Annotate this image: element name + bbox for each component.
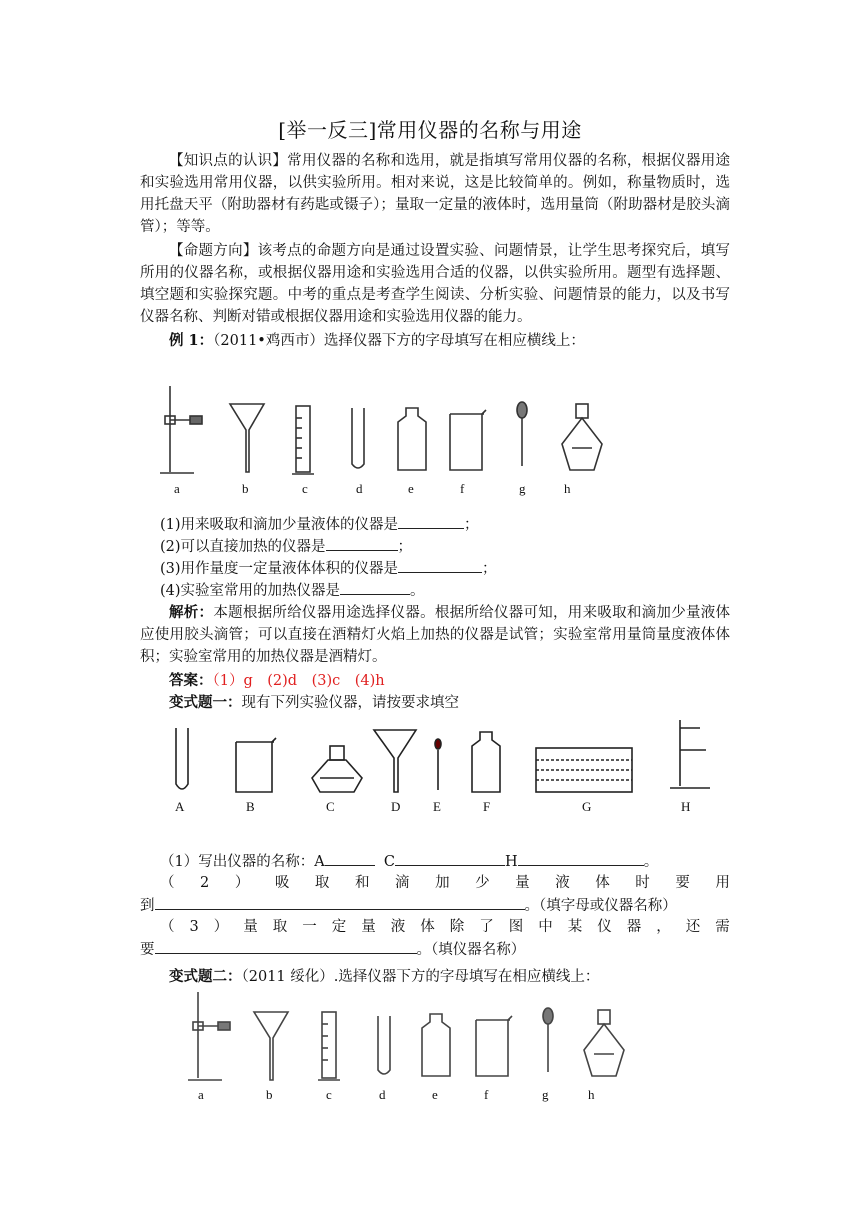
- example1-label: 例 1：: [169, 332, 214, 349]
- fig3-label-a: a: [198, 1087, 204, 1102]
- fig3-label-e: e: [432, 1087, 438, 1102]
- fig2-label-e: E: [433, 799, 441, 814]
- fig3-label-g: g: [542, 1087, 549, 1102]
- example1-question-1: (1)用来吸取和滴加少量液体的仪器是 ；: [160, 513, 479, 536]
- example1-text: （2011•鸡西市）选择仪器下方的字母填写在相应横线上：: [213, 333, 585, 349]
- fig1-label-f: f: [460, 481, 465, 496]
- answer-text: （1）g (2)d (3)c (4)h: [212, 673, 385, 689]
- fig2-label-h: H: [681, 799, 691, 814]
- iron-stand-drawing: [670, 720, 710, 788]
- fig2-label-f: F: [483, 799, 491, 814]
- answer-blank[interactable]: [326, 535, 398, 551]
- apparatus-figure-3: [178, 990, 638, 1090]
- fig3-label-d: d: [379, 1087, 386, 1102]
- apparatus-figure-1: [150, 378, 610, 498]
- example1-answer: [140, 670, 730, 692]
- fig2-label-g: G: [582, 799, 592, 814]
- fig1-label-b: b: [242, 481, 249, 496]
- fig2-label-a: A: [175, 799, 185, 814]
- fig2-label-d: D: [391, 799, 401, 814]
- fig3-label-c: c: [326, 1087, 332, 1102]
- beaker-drawing: [236, 738, 276, 792]
- direction-text: 该考点的命题方向是通过设置实验、问题情景，让学生思考探究后，填写所用的仪器名称，或根据仪器用途和实验选用合适的仪器，以供实验所用。题型有选择题、填空题和实验探究题。中考的重点是考查学生阅读、分析实验、问题情景的能力，以及书写仪器名称、判断对错或根据仪器用途和实验选用仪器的能力。: [140, 243, 731, 325]
- wide-mouth-bottle-drawing: [472, 732, 500, 792]
- page-title: [举一反三]常用仪器的名称与用途: [278, 118, 582, 142]
- example1-question-3: (3)用作量度一定量液体体积的仪器是 ；: [160, 557, 497, 580]
- direction-label: 【命题方向】: [169, 243, 258, 259]
- alcohol-lamp-drawing: [562, 404, 602, 470]
- fig1-label-h: h: [564, 481, 571, 496]
- dropper-drawing: [517, 402, 527, 466]
- direction-paragraph: [140, 240, 730, 328]
- answer-blank[interactable]: [398, 513, 464, 529]
- graduated-cylinder-drawing: [318, 1012, 340, 1080]
- apparatus-figure-2: [160, 712, 720, 802]
- variant2-label: 变式题二：: [169, 968, 242, 985]
- variant1-label: 变式题一：: [169, 694, 242, 711]
- example1-question-2: (2)可以直接加热的仪器是 ；: [160, 535, 412, 558]
- fig3-label-f: f: [484, 1087, 489, 1102]
- knowledge-label: 【知识点的认识】: [169, 153, 288, 169]
- knowledge-text: 常用仪器的名称和选用，就是指填写常用仪器的名称，根据仪器用途和实验选用常用仪器，以供实验所用。相对来说，这是比较简单的。例如，称量物质时，选用托盘天平（附助器材有药匙或镊子）；量取一定量的液体时，选用量筒（附助器材是胶头滴管）；等等。: [140, 153, 731, 235]
- iron-stand-drawing: [188, 992, 230, 1080]
- fig2-label-b: B: [246, 799, 255, 814]
- alcohol-lamp-drawing: [312, 746, 362, 792]
- funnel-drawing: [374, 730, 416, 792]
- answer-blank[interactable]: [155, 938, 417, 954]
- fig3-label-h: h: [588, 1087, 595, 1102]
- trough-drawing: [536, 748, 632, 792]
- test-tube-drawing: [352, 408, 364, 468]
- answer-label: 答案：: [169, 672, 213, 689]
- variant1-question-2-line2: 到 。（填字母或仪器名称）: [140, 894, 677, 917]
- example1-intro: [140, 330, 730, 352]
- wide-mouth-bottle-drawing: [422, 1014, 450, 1076]
- example1-question-4: (4)实验室常用的加热仪器是 。: [160, 579, 425, 602]
- variant1-question-3-line1: （ 3 ） 量 取 一 定 量 液 体 除 了 图 中 某 仪 器 ， 还 需: [160, 919, 730, 935]
- wide-mouth-bottle-drawing: [398, 408, 426, 470]
- answer-blank[interactable]: [325, 850, 375, 866]
- example1-analysis: [140, 602, 730, 668]
- fig1-label-d: d: [356, 481, 363, 496]
- funnel-drawing: [230, 404, 264, 472]
- dropper-drawing: [543, 1008, 553, 1072]
- fig1-label-e: e: [408, 481, 414, 496]
- dropper-drawing: [435, 739, 441, 790]
- answer-blank[interactable]: [518, 850, 644, 866]
- answer-blank[interactable]: [155, 894, 525, 910]
- analysis-text: 本题根据所给仪器用途选择仪器。根据所给仪器可知，用来吸取和滴加少量液体应使用胶头滴管；可以直接在酒精灯火焰上加热的仪器是试管；实验室常用量筒量度液体体积；实验室常用的加热仪器是酒精灯。: [140, 605, 730, 665]
- variant1-question-1: （1）写出仪器的名称：A C H 。: [160, 850, 658, 873]
- beaker-drawing: [476, 1016, 512, 1076]
- answer-blank[interactable]: [398, 557, 482, 573]
- graduated-cylinder-drawing: [292, 406, 314, 474]
- variant1-text: 现有下列实验仪器，请按要求填空: [241, 695, 459, 711]
- test-tube-drawing: [378, 1016, 390, 1074]
- fig1-label-c: c: [302, 481, 308, 496]
- variant2-intro: [140, 966, 730, 988]
- alcohol-lamp-drawing: [584, 1010, 624, 1076]
- fig1-label-a: a: [174, 481, 180, 496]
- fig1-label-g: g: [519, 481, 526, 496]
- variant1-question-2-line1: （ 2 ） 吸 取 和 滴 加 少 量 液 体 时 要 用: [160, 875, 730, 891]
- iron-stand-drawing: [160, 386, 202, 473]
- test-tube-drawing: [176, 728, 188, 789]
- variant1-intro: [140, 692, 730, 714]
- analysis-label: 解析：: [169, 604, 214, 621]
- knowledge-paragraph: [140, 150, 730, 238]
- answer-blank[interactable]: [340, 579, 410, 595]
- funnel-drawing: [254, 1012, 288, 1080]
- beaker-drawing: [450, 410, 486, 470]
- answer-blank[interactable]: [395, 850, 505, 866]
- fig3-label-b: b: [266, 1087, 273, 1102]
- fig2-label-c: C: [326, 799, 335, 814]
- variant2-text: （2011 绥化）.选择仪器下方的字母填写在相应横线上：: [241, 969, 600, 985]
- variant1-question-3-line2: 要 。（填仪器名称）: [140, 938, 525, 961]
